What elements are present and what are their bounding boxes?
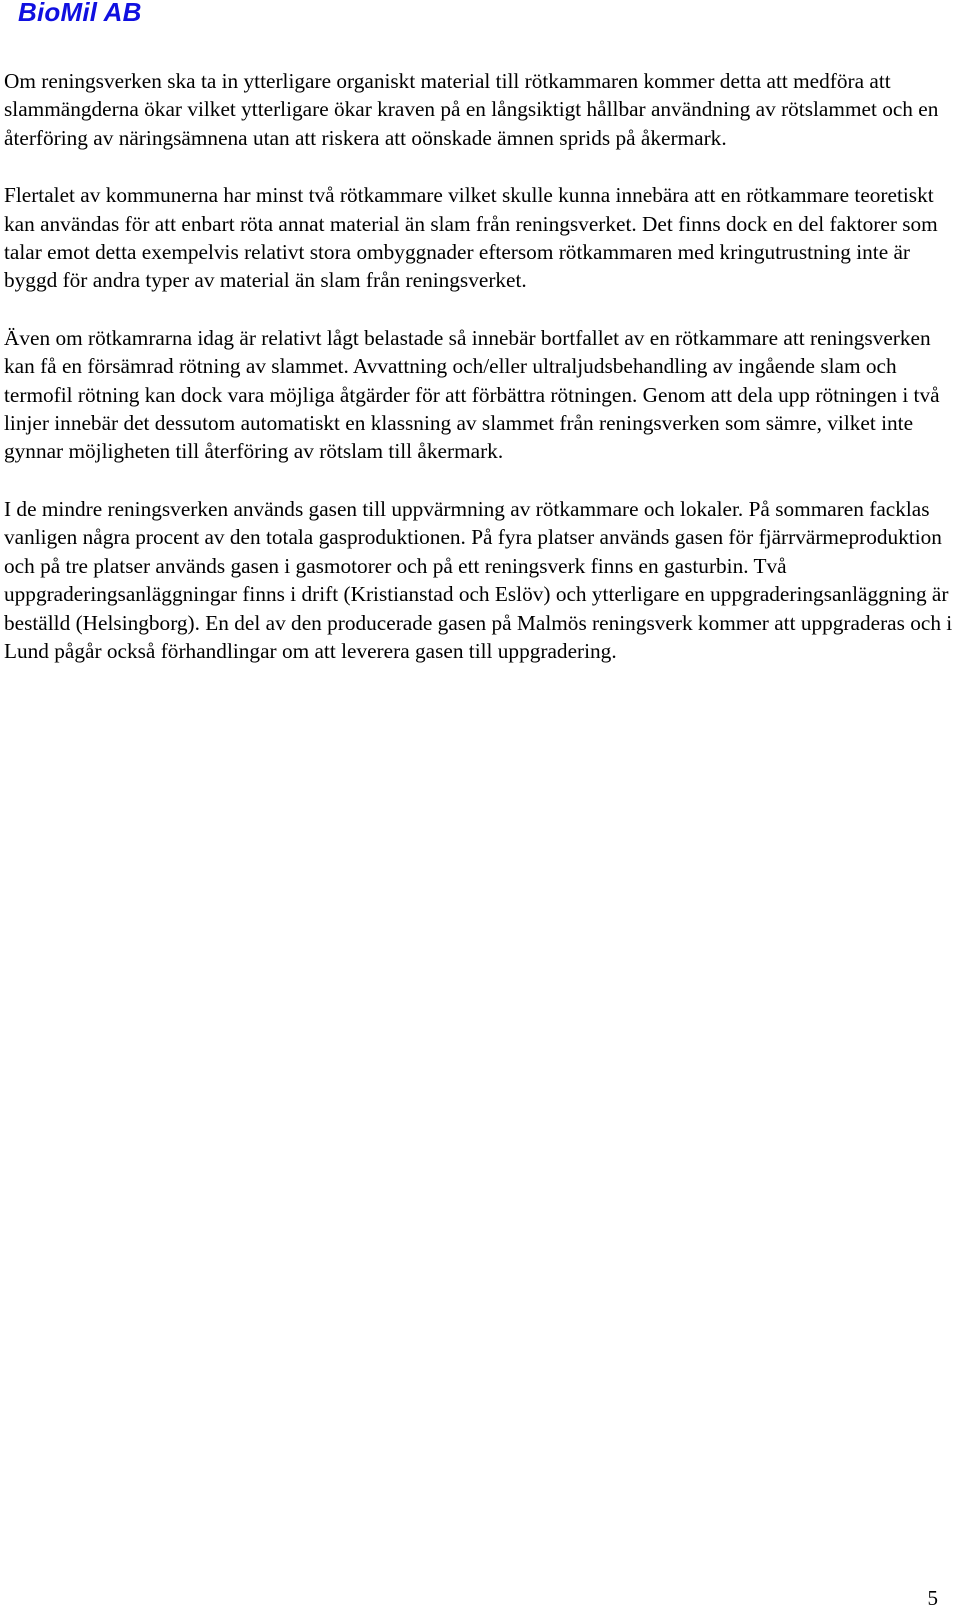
page-number: 5 xyxy=(927,1586,938,1610)
paragraph-4: I de mindre reningsverken används gasen till uppvärmning av rötkammare och lokaler. På sommaren facklas vanligen några procent av den totala gasproduktionen. På fyra platser används gasen för fjärrvärmeproduktion och på tre platser används gasen i gasmotorer och på ett reningsverk finns en gasturbin. Två uppgraderingsanläggningar finns i drift (Kristianstad och Eslöv) och ytterligare en uppgraderingsanläggning är beställd (Helsingborg). En del av den producerade gasen på Malmös reningsverk kommer att uppgraderas och i Lund pågår också förhandlingar om att leverera gasen till uppgradering. xyxy=(4,496,953,663)
paragraph-1: Om reningsverken ska ta in ytterligare organiskt material till rötkammaren kommer detta att medföra att slammängderna ökar vilket ytterligare ökar kraven på en långsiktigt hållbar användning av rötslammet och en återföring av näringsämnena utan att riskera att oönskade ämnen sprids på åkermark. xyxy=(4,69,939,150)
company-header: BioMil AB xyxy=(18,0,142,27)
paragraph-3: Även om rötkamrarna idag är relativt lågt belastade så innebär bortfallet av en rötkammare att reningsverken kan få en försämrad rötning av slammet. Avvattning och/eller ultraljudsbehandling av ingående slam och termofil rötning kan dock vara möjliga åtgärder för att förbättra rötningen. Genom att dela upp rötningen i två linjer innebär det dessutom automatiskt en klassning av slammet från reningsverken som sämre, vilket inte gynnar möjligheten till återföring av rötslam till åkermark. xyxy=(4,325,940,464)
paragraph-2: Flertalet av kommunerna har minst två rötkammare vilket skulle kunna innebära att en rötkammare teoretiskt kan användas för att enbart röta annat material än slam från reningsverket. Det finns dock en del faktorer som talar emot detta exempelvis relativt stora ombyggnader eftersom rötkammaren med kringutrustning inte är byggd för andra typer av material än slam från reningsverket. xyxy=(4,183,938,293)
document-body xyxy=(4,67,956,694)
